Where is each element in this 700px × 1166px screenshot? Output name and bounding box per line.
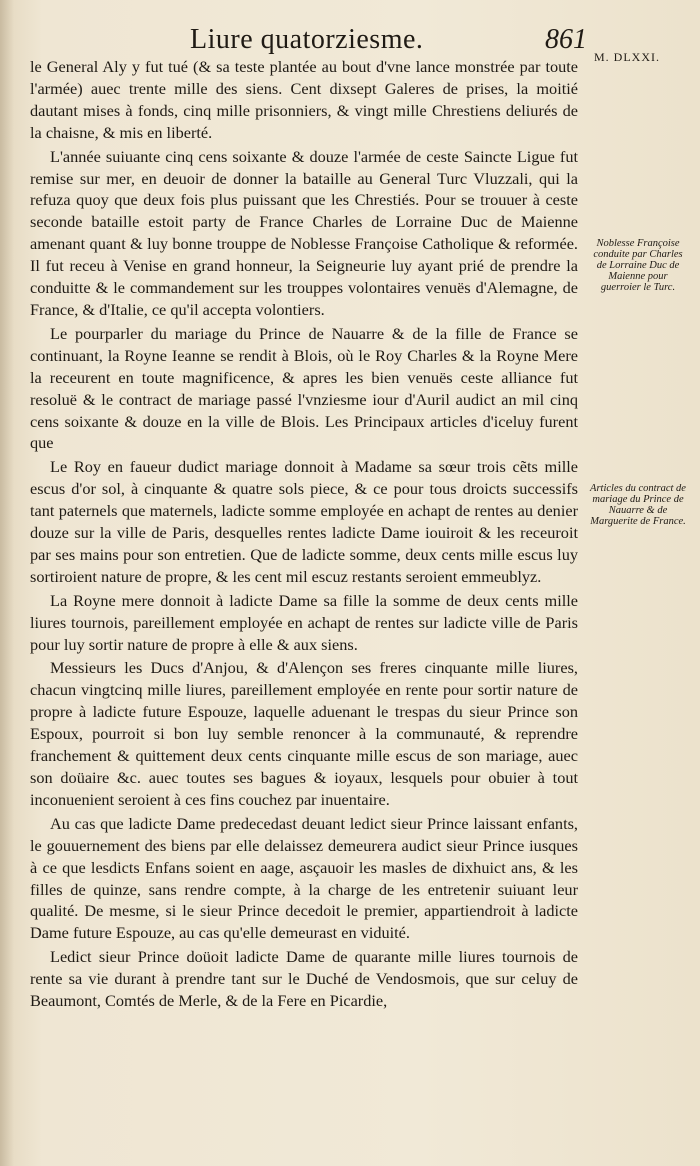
main-text-column — [30, 56, 578, 1014]
paragraph-dower: Ledict sieur Prince doüoit ladicte Dame de quarante mille liures tournois de rente sa vie durant à prendre tant sur le Duché de Vendosmois, que sur celuy de Beaumont, Comtés de Merle, & de la Fere en Picardie, — [30, 947, 578, 1011]
paragraph-king-dowry: Le Roy en faueur dudict mariage donnoit à Madame sa sœur trois cẽts mille escus d'or sol, à cinquante & quatre sols piece, & ce pour tous droicts successifs tant paternels que maternels, ladicte somme employée en achapt de rentes au denier douze sur la ville de Paris, desquelles rentes ladicte Dame iouiroit & les receuroit par ses mains pour son entretien. Que de ladicte somme, deux cents mille escus luy sortiroient nature de propre, & les cent mil escuz restants seroient emmeublyz. — [30, 457, 578, 586]
paragraph-continuation: le General Aly y fut tué (& sa teste plantée au bout d'vne lance monstrée par toute l'armée) auec trente mille des siens. Cent dixsept Galeres de prises, la moitié dautant mises à fonds, cinq mille prisonniers, & vingt mille Chrestiens deliurés de la chaisne, & mis en liberté. — [30, 57, 578, 142]
paragraph-queen-mother-dowry: La Royne mere donnoit à ladicte Dame sa fille la somme de deux cents mille liures tournois, pareillement employée en achapt de rentes sur ladicte ville de Paris pour luy sortir nature de propre à elle & aux siens. — [30, 590, 578, 654]
paragraph-dukes-contribution: Messieurs les Ducs d'Anjou, & d'Alençon ses freres cinquante mille liures, chacun vingtcinq mille liures, pareillement employée en rente pour sortir nature de propre à ladicte future Espouze, laquelle aduenant le trespas du sieur Prince son Espoux, pourroit si bon luy semble renoncer à la communauté, & reprendre franchement & quittement deux cents cinquante mille escus de son mariage, auec son doüaire &c. auec toutes ses bagues & ioyaux, lesquels pour obuier à tout inconuenient seroient à ces fins couchez par inuentaire. — [30, 658, 578, 809]
page-edge-shadow — [0, 0, 14, 1166]
marginal-year: M. DLXXI. — [594, 50, 660, 64]
paragraph-marriage-negotiation: Le pourparler du mariage du Prince de Nauarre & de la fille de France se continuant, la Royne Ieanne se rendit à Blois, où le Roy Charles & la Royne Mere la receurent en toute magnificence, & apres les bien venuës ceste alliance fut resoluë & le contract de mariage passé l'vnziesme iour d'Auril audict an mil cinq cens soixante & douze en la ville de Blois. Les Principaux articles d'iceluy furent que — [30, 323, 578, 453]
running-header: Liure quatorziesme. — [190, 24, 424, 55]
paragraph-second-league: L'année suiuante cinq cens soixante & douze l'armée de ceste Saincte Ligue fut remise sur mer, en deuoir de donner la bataille au General Turc Vluzzali, qui la refuza quoy que deux fois plus puissant que les Chrestiés. Pour se trouuer à ceste seconde bataille estoit party de France Charles de Lorraine Duc de Maienne amenant quant & luy bonne trouppe de Noblesse Françoise Catholique & reformée. Il fut receu à Venise en grand honneur, la Seigneurie luy ayant prié de prendre la conduitte & le commandement sur les trouppes volontaires venuës d'Alemagne, de France, & d'Italie, ce qu'il accepta volontiers. — [30, 146, 578, 319]
paragraph-predecease-clause: Au cas que ladicte Dame predecedast deuant ledict sieur Prince laissant enfants, le gouuernement des biens par elle delaissez demeurera audict sieur Prince iusques à ce que lesdicts Enfans soient en aage, asçauoir les masles de dixhuict ans, & les filles de quinze, sans rendre compte, à la charge de les entretenir suiuant leur qualité. De mesme, si le sieur Prince decedoit le premier, appartiendroit à ladicte Dame future Espouze, au cas qu'elle demeurast en viduité. — [30, 813, 578, 943]
margin-note-nobility: Noblesse Françoise conduite par Charles de Lorraine Duc de Maienne pour guerroier le Turc. — [593, 238, 683, 293]
margin-note-marriage-articles: Articles du contract de mariage du Prince de Nauarre & de Marguerite de France. — [590, 483, 686, 527]
page-number: 861 — [545, 24, 587, 55]
